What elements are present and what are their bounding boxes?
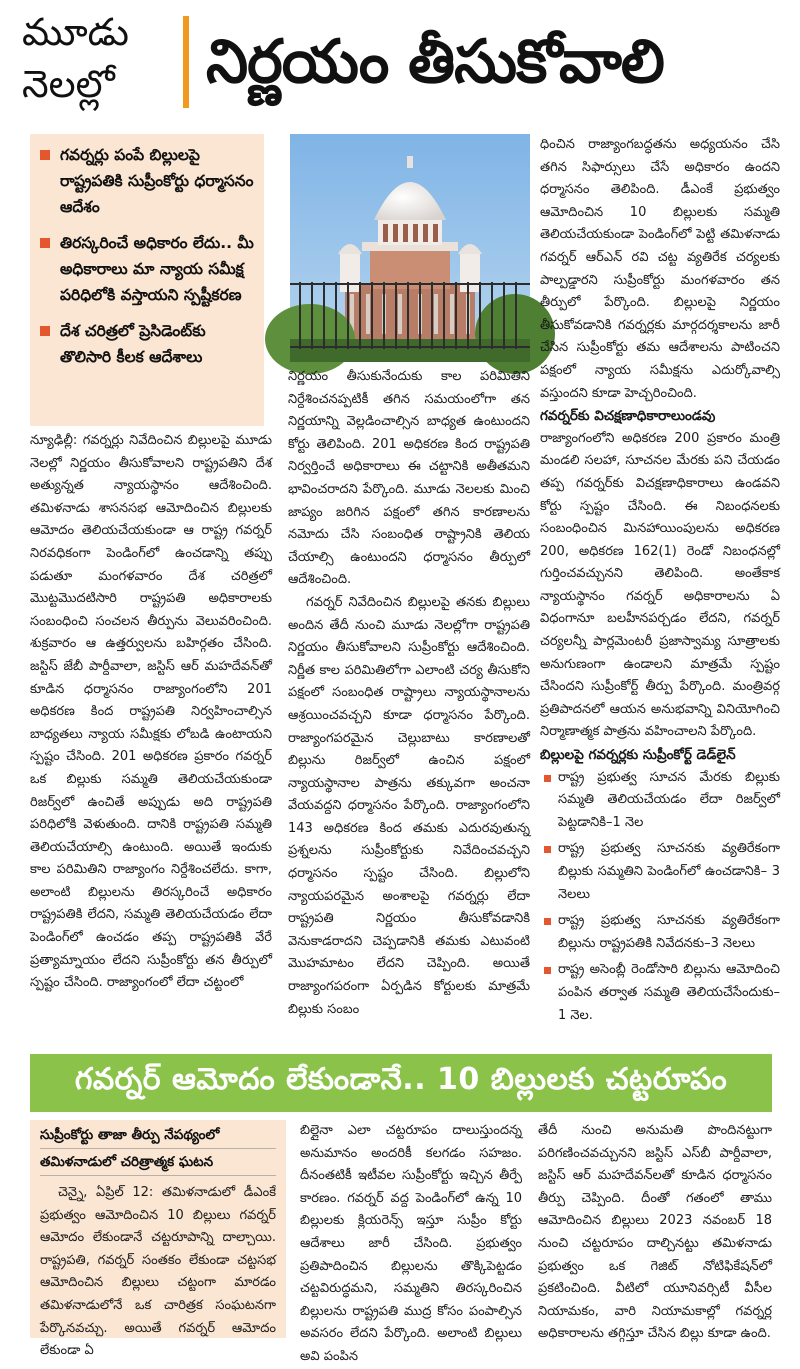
deadline-item: రాష్ట్ర అసెంబ్లీ రెండోసారి బిల్లును ఆమోదించి పంపిన తర్వాత సమ్మతి తెలియచేసేందుకు–1 నెల. xyxy=(540,959,780,1027)
article-paragraph: బిల్లైనా ఎలా చట్టరూపం దాలుస్తుందన్న అనుమానం అందరికీ కలగడం సహజం. దీనంతటికీ ఇటీవల సుప్రీంకోర్టు ఇచ్చిన తీర్పే కారణం. గవర్నర్ వద్ద పెండింగ్‌లో ఉన్న 10 బిల్లులకు క్లియరెన్స్ ఇస్తూ సుప్రీం కోర్టు ఆదేశాలు జారీ చేసింది. ప్రభుత్వం ప్రతిపాదించిన బిల్లులను తొక్కిపెట్టడం చట్టవిరుద్ధమని, సమ్మతిని తిరస్కరించిన బిల్లులను రాష్ట్రపతి ముద్ర కోసం పంపాల్సిన అవసరం లేదని పేర్కొంది. అలాంటి బిల్లులు అవి పంపిన xyxy=(300,1123,522,1364)
section-subheading: గవర్నర్‌కు విచక్షణాధికారాలుండవు xyxy=(540,408,716,425)
deadline-item: రాష్ట్ర ప్రభుత్వ సూచన మేరకు బిల్లుకు సమ్మతి తెలియచేయడం లేదా రిజర్వ్‌లో పెట్టడానికి–1 నెల xyxy=(540,767,780,835)
highlights-box xyxy=(30,134,264,426)
kicker-line-1: మూడు xyxy=(22,10,129,54)
main-headline: నిర్ణయం తీసుకోవాలి xyxy=(206,27,664,97)
headline-kicker xyxy=(22,6,172,110)
article-paragraph: ధించిన రాజ్యాంగబద్ధతను అధ్యయనం చేసి తగిన సిఫార్సులు చేసే అధికారం ఉందని ధర్మాసనం తెలిపింది. డీఎంకే ప్రభుత్వం ఆమోదించిన 10 బిల్లులకు సమ్మతి తెలియచేయకుండా పెండింగ్‌లో పెట్టి తమిళనాడు గవర్నర్ ఆర్ఎన్ రవి చట్ట వ్యతిరేక చర్యలకు పాల్పడ్డారని సుప్రీంకోర్టు మంగళవారం తన తీర్పులో పేర్కొంది. బిల్లులపై నిర్ణయం తీసుకోవడానికి గవర్నర్లకు మార్గదర్శకాలను జారీ చేసిన సుప్రీంకోర్టు తమ ఆదేశాలను పాటించని పక్షంలో న్యాయ సమీక్షను ఎదుర్కోవాల్సి వస్తుందని కూడా హెచ్చరించింది. xyxy=(540,137,780,401)
article-column-3 xyxy=(540,134,780,1048)
kicker-line-2: నెలల్లో xyxy=(22,62,115,106)
article-column-1 xyxy=(30,430,272,1048)
highlight-text: తిరస్కరించే అధికారం లేదు.. మీ అధికారాలు మా న్యాయ సమీక్ష పరిధిలోకి వస్తాయని స్పష్టీకరణ xyxy=(60,234,254,304)
sidebar-box xyxy=(30,1120,286,1359)
headline-divider xyxy=(183,16,189,108)
highlight-text: దేశ చరిత్రలో ప్రెసిడెంట్‌కు తొలిసారి కీలక ఆదేశాలు xyxy=(60,322,206,366)
article-paragraph: తేదీ నుంచి అనుమతి పొందినట్టుగా పరిగణించవచ్చునని జస్టిస్ ఎస్‌బీ పార్దీవాలా, జస్టిస్ ఆర్ మహదేవన్‌లతో కూడిన ధర్మాసనం తీర్పు చెప్పింది. దీంతో గతంలో తాము ఆమోదించిన బిల్లులు 2023 నవంబర్ 18 నుంచి చట్టరూపం దాల్చినట్టు తమిళనాడు ప్రభుత్వం ఒక గెజిట్ నోటిఫికేషన్‌లో ప్రకటించింది. వీటిలో యూనివర్సిటీ వీసీల నియామకం, వారి నియామకాల్లో గవర్నర్ల అధికారాలను తగ్గిస్తూ చేసిన బిల్లు కూడా ఉంది. xyxy=(538,1123,772,1342)
article-paragraph: న్యూఢిల్లీ: గవర్నర్లు నివేదించిన బిల్లులపై మూడు నెలల్లో నిర్ణయం తీసుకోవాలని రాష్ట్రపతిని దేశ అత్యున్నత న్యాయస్థానం ఆదేశించింది. తమిళనాడు శాసనసభ ఆమోదించిన బిల్లులకు ఆమోదం తెలియచేయకుండా ఆ రాష్ట్ర గవర్నర్ నిరవధికంగా పెండింగ్‌లో ఉంచడాన్ని తప్పు పడుతూ మంగళవారం దేశ చరిత్రలో మొట్టమొదటిసారి రాష్ట్రపతి అధికారాలకు సంబంధించి సంచలన తీర్పును వెలువరించింది. శుక్రవారం ఆ ఉత్తర్వులను బహిర్గతం చేసింది. జస్టిస్ జేబీ పార్దీవాలా, జస్టిస్ ఆర్ మహదేవన్‌తో కూడిన ధర్మాసనం రాజ్యాంగంలోని 201 అధికరణ కింద రాష్ట్రపతి నిర్వహించాల్సిన బాధ్యతలు న్యాయ సమీక్షకు లోబడి ఉంటాయని స్పష్టం చేసింది. 201 అధికరణ ప్రకారం గవర్నర్ ఒక బిల్లుకు సమ్మతి తెలియచేయకుండా రిజర్వ్‌లో ఉంచితే అప్పుడు అది రాష్ట్రపతి పరిధిలోకి వెళుతుంది. దానికి రాష్ట్రపతి సమ్మతి తెలియచేయాల్సి ఉంటుంది. అయితే ఇందుకు కాల పరిమితిని రాజ్యాంగం నిర్దేశించలేదు. కాగా, అలాంటి బిల్లులను తిరస్కరించే అధికారం రాష్ట్రపతికి లేదని, సమ్మతి తెలియచేయడం లేదా పెండింగ్‌లో ఉంచడం తప్ప రాష్ట్రపతికి వేరే ప్రత్యామ్నాయం లేదని సుప్రీంకోర్టు తన తీర్పులో స్పష్టం చేసింది. రాజ్యాంగంలో లేదా చట్టంలో xyxy=(30,433,272,991)
article-paragraph: నిర్ణయం తీసుకునేందుకు కాల పరిమితిని నిర్దేశించనప్పటికీ తగిన సమయంలోగా తన నిర్ణయాన్ని వెల్లడించాల్సిన బాధ్యత ఉంటుందని కోర్టు తెలిపింది. 201 అధికరణ కింద రాష్ట్రపతి నిర్వర్తించే అధికారాలు ఈ చట్టానికి అతీతమని భావించరాదని పేర్కొంది. మూడు నెలలకు మించి జాప్యం జరిగిన పక్షంలో తగిన కారణాలను నమోదు చేసి సంబంధిత రాష్ట్రానికి తెలియ చేయాల్సి ఉంటుందని ధర్మాసనం తీర్పులో ఆదేశించింది. xyxy=(288,369,530,588)
sidebar-title-line-2: తమిళనాడులో చరిత్రాత్మక ఘటన xyxy=(40,1149,276,1176)
bullet-icon xyxy=(40,150,50,160)
deadline-list xyxy=(540,767,780,1028)
supreme-court-photo xyxy=(290,134,530,362)
secondary-headline-banner: గవర్నర్ ఆమోదం లేకుండానే.. 10 బిల్లులకు చట్టరూపం xyxy=(30,1054,772,1112)
highlight-item xyxy=(40,318,254,370)
highlight-item xyxy=(40,230,254,308)
sidebar-title xyxy=(30,1120,286,1176)
article-paragraph: రాజ్యాంగంలోని అధికరణ 200 ప్రకారం మంత్రి మండలి సలహా, సూచనల మేరకు పని చేయడం తప్ప గవర్నర్‌కు విచక్షణాధికారాలు ఉండవని కోర్టు స్పష్టం చేసింది. ఈ నిబంధనలకు సంబంధించిన మినహాయింపులను అధికరణ 200, అధికరణ 162(1) రెండో నిబంధనల్లో గుర్తించవచ్చునని తెలిపింది. అంతేకాక న్యాయస్థానం గవర్నర్ అధికారాలను ఏ విధంగానూ బలహీనపర్చడం లేదని, గవర్నర్ చర్యలన్నీ పార్లమెంటరీ ప్రజాస్వామ్య సూత్రాలకు అనుగుణంగా ఉండాలని మాత్రమే స్పష్టం చేసిందని సుప్రీంకోర్ట్ తీర్పు పేర్కొంది. మంత్రివర్గ ప్రతిపాదనలో ఆయన అనుభవాన్ని వినియోగించి నిర్మాణాత్మక పాత్రను వహించాలని పేర్కొంది. xyxy=(540,430,780,740)
deadline-item: రాష్ట్ర ప్రభుత్వ సూచనకు వ్యతిరేకంగా బిల్లును రాష్ట్రపతికి నివేదనకు–3 నెలలు xyxy=(540,910,780,955)
deadline-item: రాష్ట్ర ప్రభుత్వ సూచనకు వ్యతిరేకంగా బిల్లుకు సమ్మతిని పెండింగ్‌లో ఉంచడానికి– 3 నెలలు xyxy=(540,838,780,906)
bullet-icon xyxy=(40,326,50,336)
highlight-item xyxy=(40,142,254,220)
article-paragraph: గవర్నర్ నివేదించిన బిల్లులపై తనకు బిల్లులు అందిన తేదీ నుంచి మూడు నెలల్లోగా రాష్ట్రపతి నిర్ణయం తీసుకోవాలని సుప్రీంకోర్టు ఆదేశించింది. నిర్ణీత కాల పరిమితిలోగా ఎలాంటి చర్య తీసుకోని పక్షంలో సంబంధిత రాష్ట్రాలు న్యాయస్థానాలను ఆశ్రయించవచ్చని కూడా ధర్మాసనం పేర్కొంది. రాజ్యాంగపరమైన చెల్లుబాటు కారణాలతో బిల్లును రిజర్వ్‌లో ఉంచిన పక్షంలో న్యాయస్థానాల పాత్రను తక్కువగా అంచనా వేయవద్దని ధర్మాసనం పేర్కొంది. రాజ్యాంగంలోని 143 అధికరణ కింద తమకు ఎదురవుతున్న ప్రశ్నలను సుప్రీంకోర్టుకు నివేదించవచ్చని ధర్మాసనం స్పష్టం చేసింది. బిల్లులోని న్యాయపరమైన అంశాలపై గవర్నర్లు లేదా రాష్ట్రపతి నిర్ణయం తీసుకోవడానికి వెనుకాడరాదని చెప్పడానికి తమకు ఎటువంటి మొహమాటం లేదని చెప్పింది. అయితే రాజ్యాంగపరంగా ఏర్పడిన కోర్టులకు మాత్రమే బిల్లుకు సంబం xyxy=(288,594,530,1017)
sidebar-paragraph: చెన్నై, ఏప్రిల్ 12: తమిళనాడులో డీఎంకే ప్రభుత్వం ఆమోదించిన 10 బిల్లులు గవర్నర్ ఆమోదం లేకుండానే చట్టరూపాన్ని దాల్చాయి. రాష్ట్రపతి, గవర్నర్ సంతకం లేకుండా చట్టసభ ఆమోదించిన బిల్లులు చట్టంగా మారడం తమిళనాడులోనే ఒక చారిత్రక సంఘటనగా పేర్కొనవచ్చు. అయితే గవర్నర్ ఆమోదం లేకుండా ఏ xyxy=(40,1185,276,1359)
highlight-text: గవర్నర్లు పంపే బిల్లులపై రాష్ట్రపతికి సుప్రీంకోర్టు ధర్మాసనం ఆదేశం xyxy=(60,146,254,216)
bottom-column-2 xyxy=(300,1120,522,1364)
section-subheading: బిల్లులపై గవర్నర్లకు సుప్రీంకోర్ట్ డెడ్‌లైన్ xyxy=(540,747,736,764)
sidebar-title-line-1: సుప్రీంకోర్టు తాజా తీర్పు నేపథ్యంలో xyxy=(40,1122,276,1149)
bottom-column-3 xyxy=(538,1120,772,1340)
supreme-court-building-icon xyxy=(290,134,530,362)
sidebar-body xyxy=(30,1176,286,1359)
article-column-2 xyxy=(288,366,530,1048)
bullet-icon xyxy=(40,238,50,248)
